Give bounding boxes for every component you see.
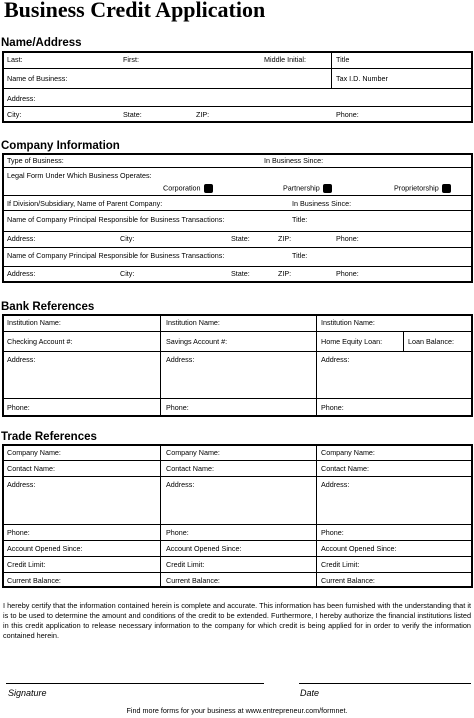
trade-3-opened-field[interactable]: Account Opened Since: <box>321 544 397 553</box>
divider <box>331 51 332 88</box>
bank-3-institution-field[interactable]: Institution Name: <box>321 318 375 327</box>
savings-account-field[interactable]: Savings Account #: <box>166 337 228 346</box>
first-name-field[interactable]: First: <box>123 55 139 64</box>
principal-address-field-2[interactable]: Address: <box>7 269 36 278</box>
signature-label: Signature <box>8 688 47 698</box>
trade-2-balance-field[interactable]: Current Balance: <box>166 576 220 585</box>
in-business-since-field[interactable]: In Business Since: <box>264 156 324 165</box>
principal-zip-field-2[interactable]: ZIP: <box>278 269 292 278</box>
middle-initial-field[interactable]: Middle Initial: <box>264 55 306 64</box>
principal-state-field-1[interactable]: State: <box>231 234 250 243</box>
divider <box>2 88 473 89</box>
proprietorship-option[interactable] <box>394 184 451 193</box>
divider <box>2 231 473 232</box>
trade-3-company-field[interactable]: Company Name: <box>321 448 375 457</box>
name-address-box <box>2 51 473 123</box>
divider <box>160 444 161 588</box>
trade-2-opened-field[interactable]: Account Opened Since: <box>166 544 242 553</box>
divider <box>2 460 473 461</box>
trade-2-contact-field[interactable]: Contact Name: <box>166 464 214 473</box>
trade-3-balance-field[interactable]: Current Balance: <box>321 576 375 585</box>
divider <box>2 266 473 267</box>
divider <box>2 167 473 168</box>
principal-city-field-1[interactable]: City: <box>120 234 135 243</box>
bank-2-institution-field[interactable]: Institution Name: <box>166 318 220 327</box>
title-field[interactable]: Title <box>336 55 350 64</box>
trade-3-contact-field[interactable]: Contact Name: <box>321 464 369 473</box>
state-field[interactable]: State: <box>123 110 142 119</box>
business-name-field[interactable]: Name of Business: <box>7 74 68 83</box>
section-heading-trade: Trade References <box>1 431 97 443</box>
section-heading-name-address: Name/Address <box>1 37 82 49</box>
checkbox-icon[interactable] <box>204 184 213 193</box>
corporation-label: Corporation <box>163 183 201 193</box>
date-line[interactable] <box>299 683 471 684</box>
trade-1-address-field[interactable]: Address: <box>7 480 36 489</box>
trade-3-address-field[interactable]: Address: <box>321 480 350 489</box>
phone-field[interactable]: Phone: <box>336 110 359 119</box>
divider <box>2 106 473 107</box>
date-label: Date <box>300 688 320 698</box>
divider <box>2 210 473 211</box>
bank-1-phone-field[interactable]: Phone: <box>7 403 30 412</box>
divider <box>2 351 473 352</box>
divider <box>160 314 161 417</box>
principal-name-field-1[interactable]: Name of Company Principal Responsible for Business Transactions: <box>7 215 225 224</box>
bank-2-address-field[interactable]: Address: <box>166 355 195 364</box>
zip-field[interactable]: ZIP: <box>196 110 210 119</box>
trade-1-balance-field[interactable]: Current Balance: <box>7 576 61 585</box>
page-title: Business Credit Application <box>4 0 266 22</box>
principal-phone-field-2[interactable]: Phone: <box>336 269 359 278</box>
legal-form-label: Legal Form Under Which Business Operates: <box>7 171 152 180</box>
signature-line[interactable] <box>6 683 264 684</box>
trade-3-credit-limit-field[interactable]: Credit Limit: <box>321 560 360 569</box>
principal-phone-field-1[interactable]: Phone: <box>336 234 359 243</box>
divider <box>2 556 473 557</box>
footer-text: Find more forms for your business at www.entrepreneur.com/formnet. <box>126 706 348 715</box>
proprietorship-label: Proprietorship <box>394 183 439 193</box>
divider <box>2 572 473 573</box>
divider <box>2 524 473 525</box>
trade-1-company-field[interactable]: Company Name: <box>7 448 61 457</box>
last-name-field[interactable]: Last: <box>7 55 23 64</box>
principal-title-field-1[interactable]: Title: <box>292 215 308 224</box>
trade-2-phone-field[interactable]: Phone: <box>166 528 189 537</box>
trade-box <box>2 444 473 588</box>
principal-address-field-1[interactable]: Address: <box>7 234 36 243</box>
principal-zip-field-1[interactable]: ZIP: <box>278 234 292 243</box>
divider <box>2 540 473 541</box>
parent-company-field[interactable]: If Division/Subsidiary, Name of Parent Company: <box>7 199 163 208</box>
divider <box>2 476 473 477</box>
type-of-business-field[interactable]: Type of Business: <box>7 156 64 165</box>
bank-1-institution-field[interactable]: Institution Name: <box>7 318 61 327</box>
divider <box>316 444 317 588</box>
trade-2-credit-limit-field[interactable]: Credit Limit: <box>166 560 205 569</box>
principal-state-field-2[interactable]: State: <box>231 269 250 278</box>
partnership-label: Partnership <box>283 183 320 193</box>
in-business-since-field-2[interactable]: In Business Since: <box>292 199 352 208</box>
trade-3-phone-field[interactable]: Phone: <box>321 528 344 537</box>
bank-3-address-field[interactable]: Address: <box>321 355 350 364</box>
bank-2-phone-field[interactable]: Phone: <box>166 403 189 412</box>
checking-account-field[interactable]: Checking Account #: <box>7 337 73 346</box>
address-field[interactable]: Address: <box>7 94 36 103</box>
home-equity-loan-field[interactable]: Home Equity Loan: <box>321 337 383 346</box>
divider <box>2 398 473 399</box>
divider <box>316 314 317 417</box>
divider <box>2 68 473 69</box>
section-heading-bank: Bank References <box>1 301 95 313</box>
trade-1-phone-field[interactable]: Phone: <box>7 528 30 537</box>
loan-balance-field[interactable]: Loan Balance: <box>408 337 454 346</box>
divider <box>2 195 473 196</box>
trade-1-credit-limit-field[interactable]: Credit Limit: <box>7 560 46 569</box>
principal-title-field-2[interactable]: Title: <box>292 251 308 260</box>
partnership-option[interactable] <box>283 184 332 193</box>
principal-city-field-2[interactable]: City: <box>120 269 135 278</box>
trade-2-address-field[interactable]: Address: <box>166 480 195 489</box>
divider <box>403 331 404 351</box>
tax-id-field[interactable]: Tax I.D. Number <box>336 74 388 83</box>
trade-1-contact-field[interactable]: Contact Name: <box>7 464 55 473</box>
checkbox-icon[interactable] <box>442 184 451 193</box>
bank-1-address-field[interactable]: Address: <box>7 355 36 364</box>
certification-text: I hereby certify that the information contained herein is complete and accurate. This information has been furnished with the understanding that it is to be used to determine the amount and conditions of the credit to be extended. Furthermore, I hereby authorize the financial institutions listed in this credit application to release necessary information to the company for which credit is being applied for in order to verify the information contained herein. <box>3 601 471 640</box>
principal-name-field-2[interactable]: Name of Company Principal Responsible for Business Transactions: <box>7 251 225 260</box>
checkbox-icon[interactable] <box>323 184 332 193</box>
trade-2-company-field[interactable]: Company Name: <box>166 448 220 457</box>
city-field[interactable]: City: <box>7 110 22 119</box>
divider <box>2 247 473 248</box>
corporation-option[interactable] <box>163 184 213 193</box>
bank-box <box>2 314 473 417</box>
bank-3-phone-field[interactable]: Phone: <box>321 403 344 412</box>
section-heading-company: Company Information <box>1 140 120 152</box>
trade-1-opened-field[interactable]: Account Opened Since: <box>7 544 83 553</box>
